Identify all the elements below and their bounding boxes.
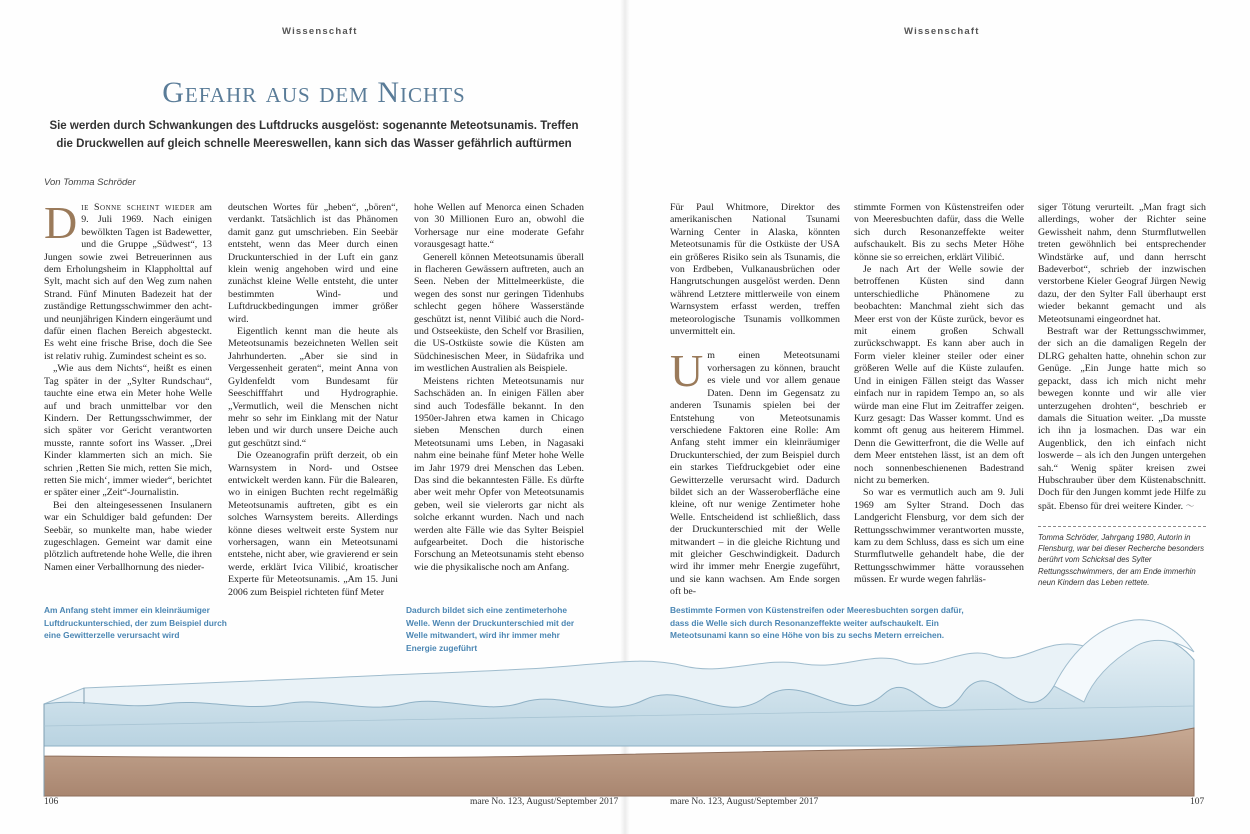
- paragraph: Generell können Meteotsunamis überall in flacheren Gewässern auftreten, auch an Seen. Neben der Mittelmeerküste, die wegen des sonst nur geringen Tidenhubs schlecht gegen höhere Wasserstände geschützt ist, nennt Vilibić auch die Nord- und Ostseeküste, den Schelf vor Brasilien, die US-Ostküste sowie die Küsten am Südchinesischen Meer, in Südafrika und im westlichen Australien als Beispiele.: [414, 251, 584, 375]
- folio-magazine-left: mare No. 123, August/September 2017: [470, 797, 619, 807]
- lead-in: ie Sonne scheint wieder: [81, 202, 196, 213]
- page-number-right: 107: [1190, 797, 1205, 807]
- author-bio: Tomma Schröder, Jahrgang 1980, Autorin in Flensburg, war bei dieser Recherche besonders berührt vom Schicksal des Sylter Rettungsschwimmers, der am Ende immerhin neun Kindern das Leben rettete.: [1038, 533, 1204, 587]
- caption-3: Bestimmte Formen von Küstenstreifen oder Meeresbuchten sorgen dafür, dass die Welle sich durch Resonanzeffekte weiter aufschaukelt. Ein Meteotsunami kann so eine Höhe von bis zu sechs Metern erreichen.: [670, 605, 964, 641]
- end-mark-icon: 〜: [1185, 500, 1195, 511]
- text-column-1: [44, 197, 212, 592]
- paragraph: Die Ozeanografin prüft derzeit, ob ein Warnsystem in Nord- und Ostsee entwickelt werden kann. Für die Balearen, wo in einigen Buchten recht regelmäßig Meteotsunamis auftreten, gibt es ein solches Warnsystem bereits. Allerdings könne dieses weltweit erste System nur vorhersagen, wann ein Meteotsunami entstehe, nicht aber, wie gravierend er sein werde, erklärt Ivica Vilibić, kroatischer Experte für Meteotsunamis. „Am 15. Juni 2006 zum Beispiel richteten fünf Meter: [228, 450, 398, 598]
- paragraph: So war es vermutlich auch am 9. Juli 1969 am Sylter Strand. Doch das Landgericht Flensburg, vor dem sich der Rettungsschwimmer verantworten musste, kam zu dem Schluss, dass es sich um eine Sturmflutwelle gehandelt habe, die der Rettungsschwimmer hätte voraussehen müssen. Er wurde wegen fahrläs-: [854, 487, 1024, 586]
- paragraph: m einen Meteotsunami vorhersagen zu können, braucht es viele und vor allem genaue Daten. Denn im Gegensatz zu anderen Tsunamis spielen bei der Entstehung von Meteotsunamis verschiedene Faktoren eine Rolle: Am Anfang steht immer ein kleinräumiger Druckunterschied, der zum Beispiel durch ein starkes Tiefdruckgebiet oder eine Gewitterzelle verursacht wird. Dadurch bildet sich an der Wasseroberfläche eine kleine, oft nur wenige Zentimeter hohe Welle. Entscheidend ist schließlich, dass der Druckunterschied mit der Welle mitwandert – in die gleiche Richtung und mit gleicher Geschwindigkeit. Dadurch wird ihr immer mehr Energie zugeführt, und sie kann wachsen. Am Ende sorgen oft be-: [670, 350, 840, 598]
- dropcap-d: D: [44, 197, 78, 248]
- bio-divider: [1038, 526, 1206, 527]
- dropcap-u: U: [670, 345, 704, 397]
- section-label-right: Wissenschaft: [904, 26, 980, 37]
- paragraph: deutschen Wortes für „heben“, „bören“, verdankt. Tatsächlich ist das Phänomen damit ganz gut umschrieben. Ein Seebär entsteht, wenn das Meer durch einen Druckunterschied in der Luft ein ganz klein wenig angehoben wird und eine zunächst kleine Welle entsteht, die unter bestimmten Wind- und Luftdruckbedingungen immer größer wird.: [228, 202, 398, 325]
- text-column-6: [1038, 202, 1206, 520]
- paragraph: Bestraft war der Rettungsschwimmer, der sich an die damaligen Regeln der DLRG gehalten hatte, ohnehin schon zur Genüge. „Ein Junge hatte mich so gepackt, dass ich mich nicht mehr bewegen konnte und wir alle vier unterzugehen drohten“, beschrieb er damals die Situation weiter. „Da musste ich ihn ja losmachen. Das war ein Augenblick, den ich einfach nicht loswerde – als ich den Jungen untergehen sah.“ Wenig später kreisen zwei Hubschrauber über dem Küstenabschnitt. Doch für den Jungen kommt jede Hilfe zu spät. Ebenso für drei weitere Kinder.: [1038, 326, 1206, 512]
- article-title: Gefahr aus dem Nichts: [162, 76, 466, 109]
- paragraph: Für Paul Whitmore, Direktor des amerikanischen National Tsunami Warning Center in Alaska, könnten Meteotsunamis für die Ostküste der USA ein größeres Risiko sein als Tsunamis, die von Erdbeben, Vulkanausbrüchen oder Hangrutschungen ausgelöst werden. Denn während Letztere mittlerweile von einem Warnsystem erfasst werden, treffen meteorologische Tsunamis vollkommen unvermittelt ein.: [670, 202, 840, 338]
- folio-magazine-right: mare No. 123, August/September 2017: [670, 797, 819, 807]
- article-deck: Sie werden durch Schwankungen des Luftdrucks ausgelöst: sogenannte Meteotsunamis. Treffen die Druckwellen auf gleich schnelle Meereswellen, kann sich das Wasser gefährlich auftürmen: [49, 120, 579, 150]
- paragraph: siger Tötung verurteilt. „Man fragt sich allerdings, woher der Richter seine Gewissheit nahm, denn Sturmflutwellen treten gewöhnlich bei entsprechender Windstärke auf, und dann herrscht Badeverbot“, schrieb der inzwischen verstorbene Kieler Geograf Jürgen Newig dazu, der den Sylter Fall überhaupt erst wieder bekannt gemacht und als Meteotsunami eingeordnet hat.: [1038, 202, 1206, 325]
- paragraph: Je nach Art der Welle sowie der betroffenen Küsten sind dann unterschiedliche Phänomene zu beobachten: Manchmal zieht sich das Meer erst von der Küste zurück, bevor es mit einem großen Schwall zurückschwappt. Es kann aber auch in Form vieler kleiner steiler oder einer größeren Welle auf die Küste zulaufen. Und in einigen Fällen steigt das Wasser einfach nur in rapidem Tempo an, so als würde man eine Flut im Zeitraffer zeigen. Kurz gesagt: Das Wasser kommt. Und es kommt oft genug aus heiterem Himmel. Denn die Gewitterfront, die die Welle auf dem Meer entstehen lässt, ist an dem oft noch sonnenbeschienenen Badestrand nicht zu bemerken.: [854, 264, 1024, 486]
- caption-2: Dadurch bildet sich eine zentimeterhohe Welle. Wenn der Druckunterschied mit der Welle mitwandert, wird ihr immer mehr Energie zugeführt: [406, 605, 575, 653]
- paragraph: hohe Wellen auf Menorca einen Schaden von 30 Millionen Euro an, obwohl die Vorhersage nur eine moderate Gefahr vorausgesagt hatte.“: [414, 202, 584, 251]
- paragraph: Eigentlich kennt man die heute als Meteotsunamis bezeichneten Wellen seit Jahrhunderten. „Aber sie sind in Vergessenheit geraten“, meint Anna von Gyldenfeldt vom Bundesamt für Seeschifffahrt und Hydrographie. „Vermutlich, weil die Menschen nicht mehr so sehr im Einklang mit der Natur leben und wir durch unsere Deiche auch gut geschützt sind.“: [228, 326, 398, 449]
- section-label-left: Wissenschaft: [282, 26, 358, 37]
- text-column-2: [228, 202, 398, 598]
- paragraph: Meistens richten Meteotsunamis nur Sachschäden an. In einigen Fällen aber sind auch Todesfälle bekannt. In den 1950er-Jahren etwa kamen in Chicago sieben Menschen durch einen Meteotsunami ums Leben, in Nagasaki nahm eine beinahe fünf Meter hohe Welle im Jahr 1979 drei Menschen das Leben. Das sind die bekanntesten Fälle. Es dürfte aber weit mehr Opfer von Meteotsunamis geben, weil sie vielerorts gar nicht als solche erkannt wurden. Nach und nach werden alte Fälle wie das Sylter Beispiel aufgearbeitet. Doch die historische Forschung an Meteotsunamis steht ebenso wie die physikalische noch am Anfang.: [414, 375, 584, 573]
- wave-illustration: [44, 606, 1210, 796]
- paragraph: stimmte Formen von Küstenstreifen oder von Meeresbuchten dafür, dass die Welle sich durch Resonanzeffekte weiter aufschaukelt. Bis zu sechs Meter Höhe könne sie so erreichen, erklärt Vilibić.: [854, 202, 1024, 263]
- paragraph: Bei den alteingesessenen Insulanern war ein Schuldiger bald gefunden: Der Seebär, so munkelte man, habe wieder zugeschlagen. Gemeint war damit eine plötzlich auftretende hohe Welle, die ihren Namen einer Verballhornung des nieder-: [44, 499, 212, 573]
- text-column-5: [854, 202, 1024, 592]
- text-column-3: [414, 202, 584, 592]
- byline: Von Tomma Schröder: [44, 177, 136, 188]
- paragraph: am 9. Juli 1969. Nach einigen bewölkten Tagen ist Badewetter, und die Gruppe „Südwest“, 13 Jungen sowie zwei Betreuerinnen aus dem Erholungsheim in Klappholttal auf Sylt, macht sich auf den Weg zum nahen Strand. Fünf Minuten Badezeit hat der zuständige Rettungsschwimmer den acht- und neunjährigen Kindern eingeräumt und dafür einen flachen Bereich abgesteckt. Es weht eine frische Brise, doch die See ist relativ ruhig. Zumindest scheint es so.: [44, 202, 212, 362]
- paragraph: „Wie aus dem Nichts“, heißt es einen Tag später in der „Sylter Rundschau“, tauchte eine etwa ein Meter hohe Welle auf und brach unmittelbar vor den Kindern. Der Rettungsschwimmer, der sich später vor Gericht verantworten musste, rannte sofort ins Wasser. „Drei Kinder klammerten sich an mich. Sie schrien ‚Retten Sie mich, retten Sie mich, retten Sie mich‘, immer wieder“, berichtet er später einer „Zeit“-Journalistin.: [44, 363, 212, 499]
- page-number-left: 106: [44, 797, 59, 807]
- text-column-4: [670, 202, 840, 598]
- caption-1: Am Anfang steht immer ein kleinräumiger Luftdruckunterschied, der zum Beispiel durch eine Gewitterzelle verursacht wird: [44, 605, 227, 641]
